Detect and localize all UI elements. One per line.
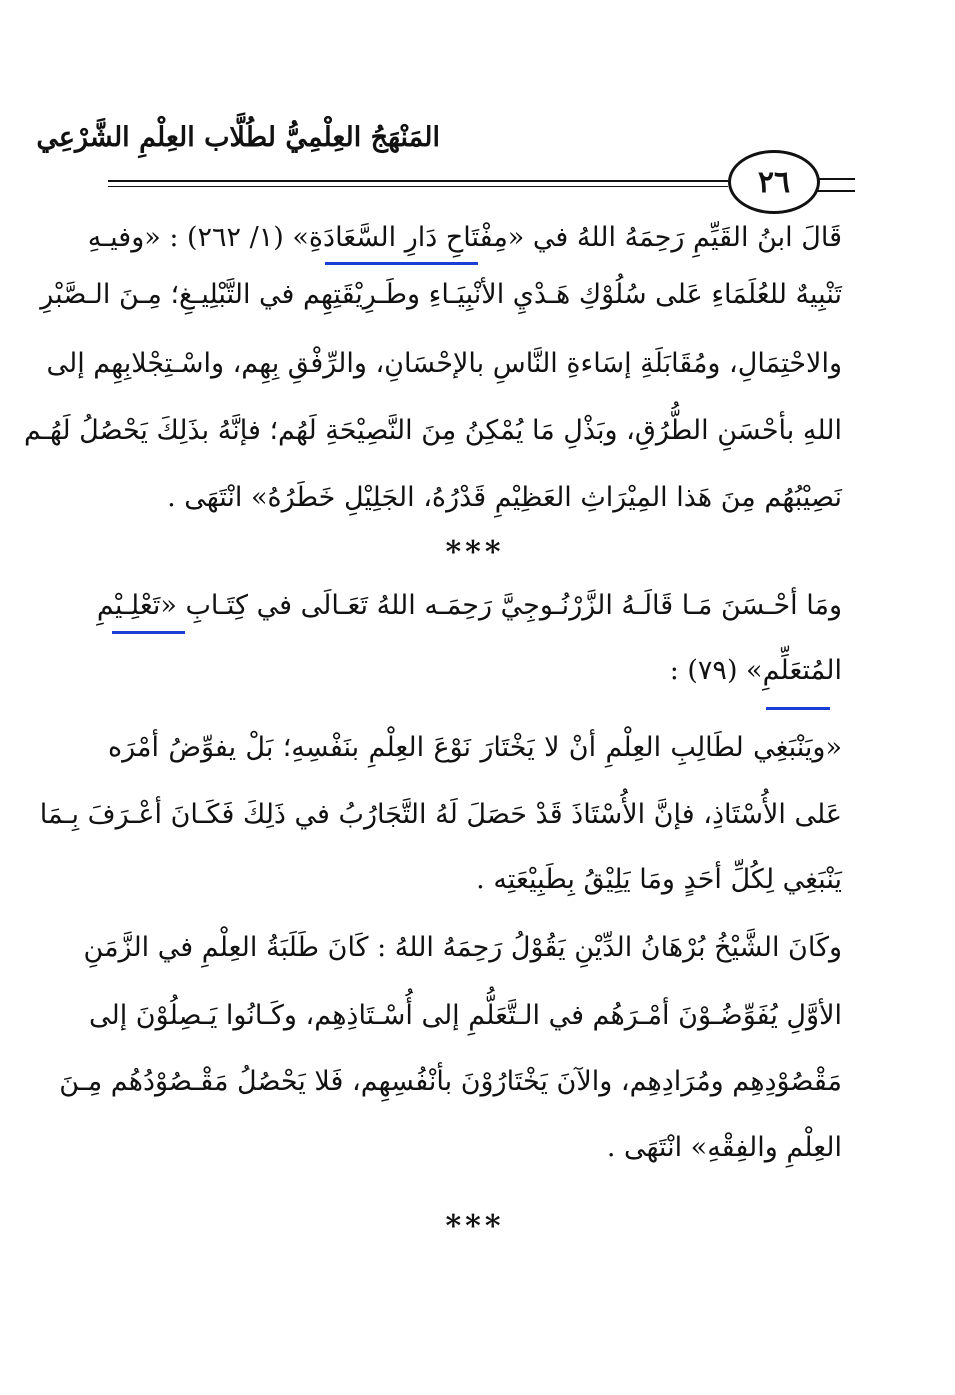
paragraph-4-line-3: مَقْصُوْدِهِم ومُرَادِهِم، والآنَ يَخْتَارُوْنَ بأنْفُسِهِم، فَلا يَحْصُلُ مَقْـصُوْدُهُم مِـنَ [59,1066,842,1097]
paragraph-2-line-1: ومَا أحْـسَنَ مَـا قَالَـهُ الزَّرْنُـوجِيَّ رَحِمَـه اللهُ تَعَـالَى في كِتَـابِ «تَعْلِـيْمِ [96,590,842,621]
annotation-underline [325,262,478,265]
annotation-underline [112,631,185,634]
section-separator: *** [445,535,505,570]
paragraph-1-line-2: تَنْبِيهٌ للعُلَمَاءِ عَلى سُلُوْكِ هَـدْيِ الأنْبِيَـاءِ وطَـرِيْقَتِهِم في التَّبْلِيـغِ؛ مِـنَ الـصَّبْرِ [40,279,842,310]
paragraph-4-line-1: وكَانَ الشَّيْخُ بُرْهَانُ الدِّيْنِ يَقُوْلُ رَحِمَهُ اللهُ : كَانَ طَلَبَةُ العِلْمِ في الزَّمَنِ [83,932,842,963]
paragraph-3-line-1: «ويَنْبَغِي لطَالِبِ العِلْمِ أنْ لا يَخْتَارَ نَوْعَ العِلْمِ بنَفْسِهِ؛ بَلْ يفوِّضُ أمْرَه [108,732,842,763]
paragraph-4-line-4: العِلْمِ والفِقْهِ» انْتَهَى . [606,1132,842,1163]
page-number-badge: ٢٦ [728,150,820,214]
paragraph-4-line-2: الأوَّلِ يُفَوِّضُـوْنَ أمْـرَهُم في الـتَّعَلُّمِ إلى أُسْـتَاذِهِم، وكَـانُوا يَـصِلُوْنَ إلى [88,1000,842,1031]
paragraph-2-line-2: المُتعَلِّمِ» (٧٩) : [669,655,842,686]
running-title: المَنْهَجُ العِلْمِيُّ لطُلَّاب العِلْمِ الشَّرْعِي [36,122,440,153]
paragraph-3-line-3: يَنْبَغِي لِكُلِّ أحَدٍ ومَا يَلِيْقُ بِطَبِيْعَتِه . [476,864,842,895]
header-rule [108,180,728,182]
paragraph-1-line-4: اللهِ بأحْسَنِ الطُّرُقِ، وبَذْلِ مَا يُمْكِنُ مِنَ النَّصِيْحَةِ لَهُم؛ فإنَّهُ بذَلِكَ يَحْصُلُ لَهُـم [24,415,842,446]
paragraph-1-line-5: نَصِيْبُهُم مِنَ هَذا المِيْرَاثِ العَظِيْمِ قَدْرُهُ، الجَلِيْلِ خَطَرُهُ» انْتَهَى . [167,482,842,513]
header-rule-thin [108,186,728,187]
paragraph-1-line-3: والاحْتِمَالِ، ومُقَابَلَةِ إسَاءةِ النَّاسِ بالإحْسَانِ، والرِّفْقِ بِهِم، واسْـتِجْلابِهِم إلى [46,348,842,379]
paragraph-3-line-2: عَلى الأُسْتَاذِ، فإنَّ الأُسْتَاذَ قَدْ حَصَلَ لَهُ التَّجَارُبُ في ذَلِكَ فَكَـانَ أعْـرَفَ بِـمَا [39,799,842,830]
section-separator: *** [445,1209,505,1244]
paragraph-1-line-1: قَالَ ابنُ القَيِّمِ رَحِمَهُ اللهُ في «مِفْتَاحِ دَارِ السَّعَادَةِ» (١/ ٢٦٢) : «وفيـهِ [87,222,842,253]
annotation-underline [766,707,830,710]
